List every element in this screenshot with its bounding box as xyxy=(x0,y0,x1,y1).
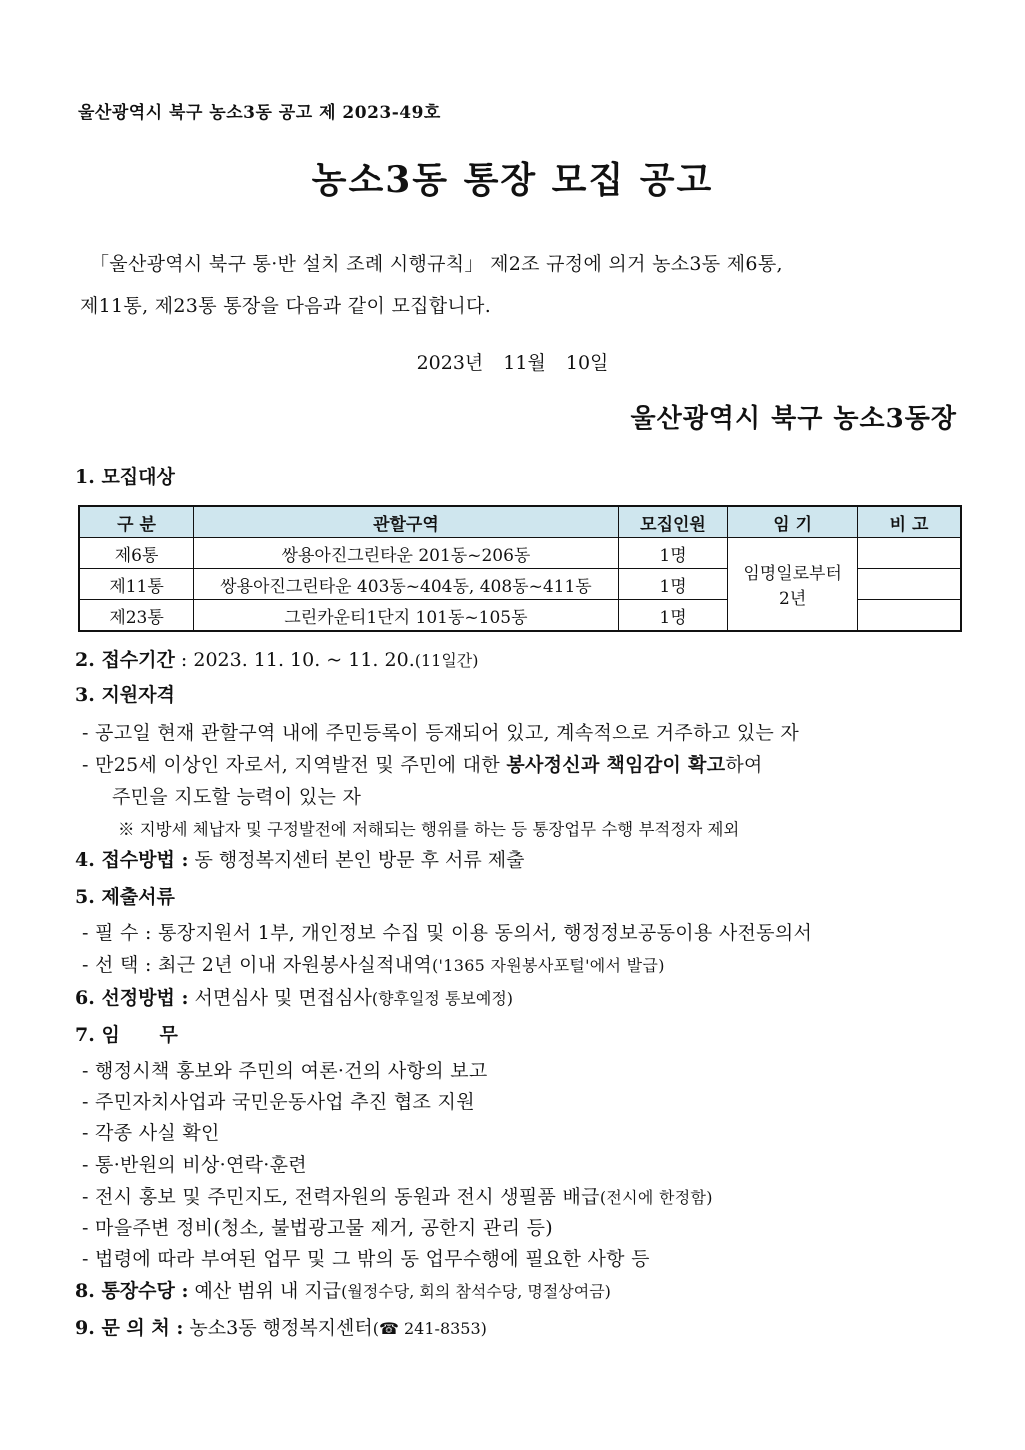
term-line-1: 임명일로부터 xyxy=(743,564,842,584)
cell-area: 그린카운티1단지 101동~105동 xyxy=(194,600,619,632)
cell-remarks xyxy=(858,538,961,569)
section-1-title: 1. 모집대상 xyxy=(75,466,175,488)
section-6-text: 서면심사 및 면접심사 xyxy=(188,987,372,1009)
section-2-small: (11일간) xyxy=(414,651,479,670)
section-5-title: 5. 제출서류 xyxy=(75,886,175,908)
section-4 xyxy=(75,845,524,872)
notice-date: 2023년 11월 10일 xyxy=(416,352,609,374)
section-4-text: 동 행정복지센터 본인 방문 후 서류 제출 xyxy=(188,849,525,871)
section-9-text: 농소3동 행정복지센터 xyxy=(183,1317,373,1339)
section-5-item-1: - 필 수 : 통장지원서 1부, 개인정보 수집 및 이용 동의서, 행정정보공동이용 사전동의서 xyxy=(82,922,813,944)
header-area: 관할구역 xyxy=(194,506,619,538)
section-7-title: 7. 임 무 xyxy=(75,1024,178,1046)
section-6-small: (향후일정 통보예정) xyxy=(371,989,514,1008)
section-3-title: 3. 지원자격 xyxy=(75,684,175,706)
section-7-item: - 각종 사실 확인 xyxy=(82,1122,220,1144)
section-1-heading xyxy=(75,462,175,489)
header-term: 임 기 xyxy=(728,506,858,538)
section-3-note: ※ 지방세 체납자 및 구정발전에 저해되는 행위를 하는 등 통장업무 수행 부적정자 제외 xyxy=(118,820,740,839)
section-9 xyxy=(75,1313,487,1340)
section-3-item-2-post: 하여 xyxy=(725,754,763,776)
term-line-2: 2년 xyxy=(779,589,807,609)
section-3-item-2 xyxy=(82,750,763,777)
section-6-title: 6. 선정방법 : xyxy=(75,987,189,1009)
section-7-heading xyxy=(75,1020,178,1047)
cell-remarks xyxy=(858,569,961,600)
section-8 xyxy=(75,1276,611,1303)
section-7-item-5-text: - 전시 홍보 및 주민지도, 전력자원의 동원과 전시 생필품 배급 xyxy=(82,1186,600,1208)
section-9-phone: (☎ 241-8353) xyxy=(372,1319,487,1338)
section-5-heading xyxy=(75,882,175,909)
cell-division: 제6통 xyxy=(79,538,194,569)
intro-line-1: 「울산광역시 북구 통·반 설치 조례 시행규칙」 제2조 규정에 의거 농소3동 제6통, xyxy=(90,253,783,275)
section-2 xyxy=(75,645,479,672)
intro-line-2: 제11통, 제23통 통장을 다음과 같이 모집합니다. xyxy=(80,295,492,317)
section-9-title: 9. 문 의 처 : xyxy=(75,1317,184,1339)
signer: 울산광역시 북구 농소3동장 xyxy=(630,404,957,434)
header-remarks: 비 고 xyxy=(858,506,961,538)
intro-paragraph xyxy=(80,243,980,327)
cell-area: 쌍용아진그린타운 403동~404동, 408동~411동 xyxy=(194,569,619,600)
section-8-title: 8. 통장수당 : xyxy=(75,1280,189,1302)
section-7-item: - 법령에 따라 부여된 업무 및 그 밖의 동 업무수행에 필요한 사항 등 xyxy=(82,1248,650,1270)
section-3-item-2-pre: - 만25세 이상인 자로서, 지역발전 및 주민에 대한 xyxy=(82,754,507,776)
section-3-item-1: - 공고일 현재 관할구역 내에 주민등록이 등재되어 있고, 계속적으로 거주하고 있는 자 xyxy=(82,722,800,744)
table-header-row xyxy=(79,506,961,538)
cell-term xyxy=(728,538,858,632)
section-7-item-5-small: (전시에 한정함) xyxy=(599,1188,713,1207)
cell-area: 쌍용아진그린타운 201동~206동 xyxy=(194,538,619,569)
section-7-item: - 주민자치사업과 국민운동사업 추진 협조 지원 xyxy=(82,1091,475,1113)
page-title: 농소3동 통장 모집 공고 xyxy=(311,159,714,201)
header-count: 모집인원 xyxy=(618,506,727,538)
section-3-item-2-bold: 봉사정신과 책임감이 확고 xyxy=(506,754,726,776)
section-7-item: - 행정시책 홍보와 주민의 여론·건의 사항의 보고 xyxy=(82,1060,488,1082)
cell-count: 1명 xyxy=(618,600,727,632)
cell-count: 1명 xyxy=(618,569,727,600)
section-7-item-5 xyxy=(82,1182,713,1209)
section-3-heading xyxy=(75,680,175,707)
section-7-item: - 마을주변 정비(청소, 불법광고물 제거, 공한지 관리 등) xyxy=(82,1217,553,1239)
section-5-item-2-small: ('1365 자원봉사포털'에서 발급) xyxy=(432,956,665,975)
section-8-small: (월정수당, 회의 참석수당, 명절상여금) xyxy=(341,1282,611,1301)
cell-remarks xyxy=(858,600,961,632)
section-4-title: 4. 접수방법 : xyxy=(75,849,189,871)
table-row xyxy=(79,538,961,569)
section-5-item-2-text: - 선 택 : 최근 2년 이내 자원봉사실적내역 xyxy=(82,954,432,976)
notice-number: 울산광역시 북구 농소3동 공고 제 2023-49호 xyxy=(78,103,441,123)
cell-count: 1명 xyxy=(618,538,727,569)
section-6 xyxy=(75,983,513,1010)
section-5-item-2 xyxy=(82,950,665,977)
section-7-item: - 통·반원의 비상·연락·훈련 xyxy=(82,1154,307,1176)
recruit-table xyxy=(78,505,962,632)
cell-division: 제11통 xyxy=(79,569,194,600)
section-2-title: 2. 접수기간 xyxy=(75,649,175,671)
section-8-text: 예산 범위 내 지급 xyxy=(188,1280,342,1302)
header-division: 구 분 xyxy=(79,506,194,538)
section-2-text: : 2023. 11. 10. ~ 11. 20. xyxy=(174,649,415,671)
section-3-item-2-cont: 주민을 지도할 능력이 있는 자 xyxy=(112,786,362,808)
cell-division: 제23통 xyxy=(79,600,194,632)
